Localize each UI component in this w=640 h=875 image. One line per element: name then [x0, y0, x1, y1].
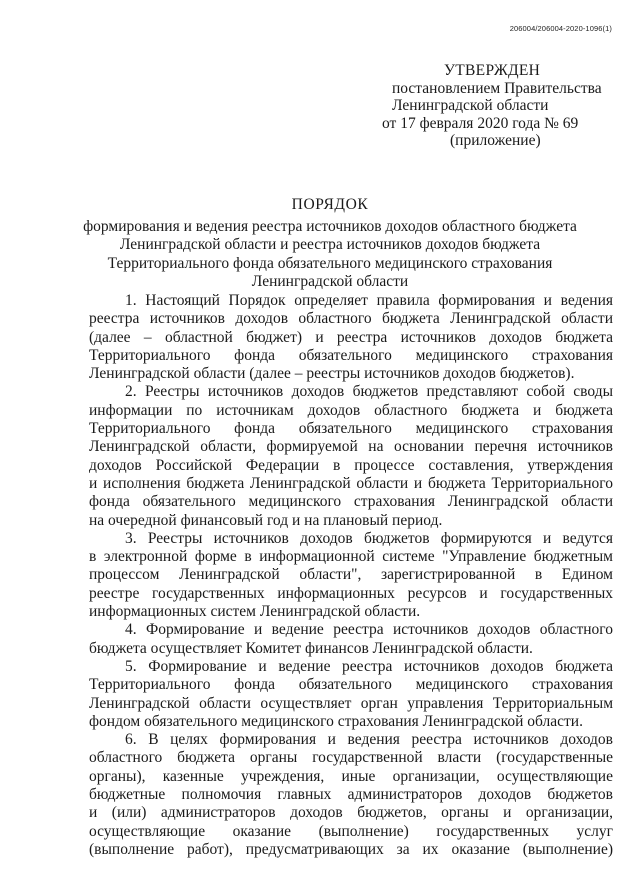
title-line: Ленинградской области и реестра источников доходов бюджета — [119, 236, 541, 253]
paragraph-line: и (или) администраторов доходов бюджетов, органы и организации, — [89, 804, 613, 822]
approval-line-1: постановлением Правительства — [392, 79, 602, 97]
paragraph-line: реестре государственных информационных ресурсов и государственных — [89, 584, 613, 602]
paragraph-line: и исполнения бюджета Ленинградской области и бюджета Территориального — [89, 474, 613, 492]
document-id: 206004/206004-2020-1096(1) — [509, 24, 612, 33]
paragraph-line: 5. Формирование и ведение реестра источников доходов бюджета — [125, 657, 613, 675]
paragraph-line: фондом обязательного медицинского страхования Ленинградской области. — [89, 712, 583, 730]
title-line: формирования и ведения реестра источников доходов областного бюджета — [83, 217, 577, 235]
approval-line-3: от 17 февраля 2020 года № 69 — [382, 114, 579, 132]
paragraph-2 — [89, 383, 613, 529]
paragraph-line: информационных систем Ленинградской области. — [89, 603, 421, 621]
paragraph-line: Ленинградской области осуществляет орган управления Территориальным — [89, 694, 613, 712]
paragraph-line: Территориального фонда обязательного медицинского страхования — [89, 676, 613, 694]
paragraph-line: осуществляющие оказание (выполнение) государственных услуг — [89, 822, 613, 840]
paragraph-line: (выполнение работ), предусматривающих за их оказание (выполнение) — [89, 840, 613, 858]
paragraph-line: Территориального фонда обязательного медицинского страхования — [89, 346, 613, 364]
paragraph-line: 6. В целях формирования и ведения реестра источников доходов — [125, 731, 613, 749]
approval-title: УТВЕРЖДЕН — [444, 62, 541, 79]
document-body — [89, 292, 613, 859]
paragraph-line: реестра источников доходов областного бюджета Ленинградской области — [89, 310, 613, 328]
paragraph-line: Ленинградской области (далее – реестры источников доходов бюджетов). — [89, 365, 575, 383]
paragraph-line: фонда обязательного медицинского страхования Ленинградской области — [89, 493, 613, 511]
paragraph-line: (далее – областной бюджет) и реестра источников доходов бюджета — [89, 328, 613, 346]
paragraph-line: в электронной форме в информационной системе "Управление бюджетным — [89, 548, 613, 566]
paragraph-1 — [89, 292, 613, 383]
paragraph-line: бюджета осуществляет Комитет финансов Ленинградской области. — [89, 639, 533, 657]
approval-line-4: (приложение) — [450, 132, 541, 149]
document-title-block — [60, 196, 600, 292]
paragraph-3 — [89, 530, 613, 621]
paragraph-line: 2. Реестры источников доходов бюджетов представляют собой своды — [125, 383, 613, 401]
approval-stamp-block — [382, 62, 612, 150]
paragraph-line: 4. Формирование и ведение реестра источников доходов областного — [125, 621, 613, 639]
paragraph-6 — [89, 731, 613, 859]
paragraph-line: 3. Реестры источников доходов бюджетов формируются и ведутся — [125, 529, 613, 547]
paragraph-line: информации по источникам доходов областного бюджета и бюджета — [89, 401, 613, 419]
paragraph-line: Территориального фонда обязательного медицинского страхования — [89, 420, 613, 438]
paragraph-line: на очередной финансовый год и на плановый период. — [89, 511, 443, 529]
title-line: Территориального фонда обязательного медицинского страхования — [107, 254, 553, 272]
title-line: Ленинградской области — [251, 273, 409, 290]
paragraph-line: областного бюджета органы государственной власти (государственные — [89, 749, 613, 767]
approval-line-2: Ленинградской области — [392, 97, 549, 114]
paragraph-line: Ленинградской области, формируемой на основании перечня источников — [89, 438, 613, 456]
paragraph-line: процессом Ленинградской области", зарегистрированной в Едином — [89, 566, 613, 584]
paragraph-line: 1. Настоящий Порядок определяет правила формирования и ведения — [125, 292, 613, 309]
document-heading: ПОРЯДОК — [291, 196, 369, 213]
paragraph-line: доходов Российской Федерации в процессе составления, утверждения — [89, 456, 613, 474]
paragraph-line: бюджетные полномочия главных администраторов доходов бюджетов — [89, 786, 613, 804]
paragraph-5 — [89, 658, 613, 731]
paragraph-4 — [89, 621, 613, 658]
paragraph-line: органы), казенные учреждения, иные организации, осуществляющие — [89, 767, 613, 785]
